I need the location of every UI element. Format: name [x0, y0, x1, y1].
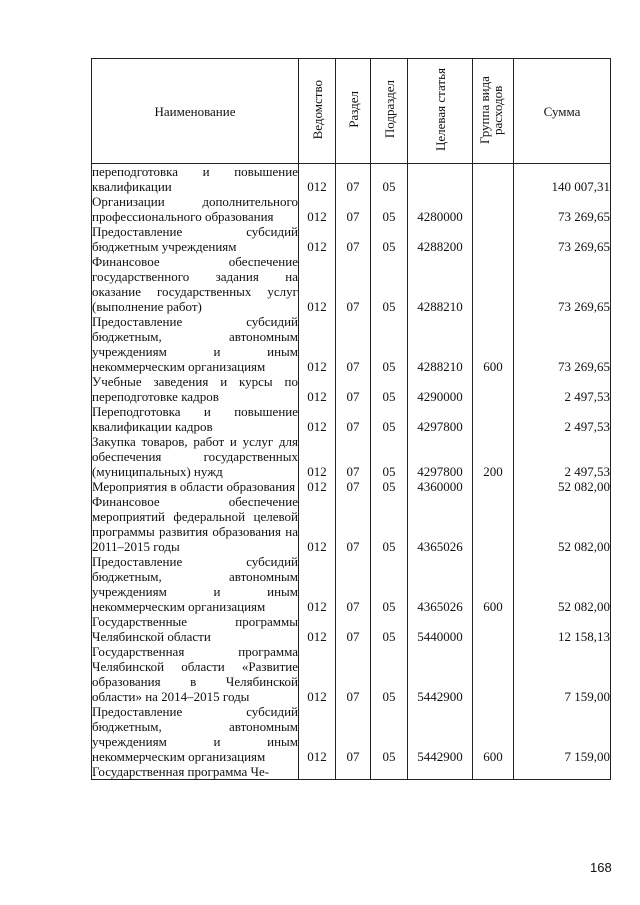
row-gruppa	[473, 764, 514, 780]
row-vedomstvo: 012	[299, 254, 336, 314]
row-summa: 52 082,00	[514, 494, 611, 554]
row-gruppa: 600	[473, 314, 514, 374]
row-vedomstvo: 012	[299, 494, 336, 554]
row-gruppa	[473, 254, 514, 314]
table-row	[92, 644, 611, 704]
row-gruppa	[473, 479, 514, 494]
row-podrazdel	[371, 764, 408, 780]
header-razdel: Раздел	[336, 59, 371, 164]
row-vedomstvo: 012	[299, 644, 336, 704]
row-name: Предоставление субсидий бюджетным, автономным учреждениям и иным некоммерческим организациям	[92, 704, 298, 764]
row-gruppa	[473, 404, 514, 434]
row-vedomstvo: 012	[299, 404, 336, 434]
row-celevaya-statya: 5440000	[408, 614, 473, 644]
row-summa: 2 497,53	[514, 404, 611, 434]
row-vedomstvo: 012	[299, 704, 336, 764]
row-name: переподготовка и повышение квалификации	[92, 164, 298, 194]
row-celevaya-statya: 4360000	[408, 479, 473, 494]
row-vedomstvo: 012	[299, 314, 336, 374]
row-name: Организации дополнительного профессионального образования	[92, 194, 298, 224]
table-row	[92, 254, 611, 314]
row-vedomstvo: 012	[299, 194, 336, 224]
row-gruppa	[473, 494, 514, 554]
row-name: Учебные заведения и курсы по переподготовке кадров	[92, 374, 298, 404]
row-razdel: 07	[336, 479, 371, 494]
row-podrazdel: 05	[371, 164, 408, 195]
row-podrazdel: 05	[371, 314, 408, 374]
table-row	[92, 374, 611, 404]
header-vedomstvo: Ведомство	[299, 59, 336, 164]
row-podrazdel: 05	[371, 644, 408, 704]
row-razdel: 07	[336, 704, 371, 764]
row-name: Финансовое обеспечение государственного задания на оказание государственных услуг (выполнение работ)	[92, 254, 298, 314]
row-gruppa	[473, 224, 514, 254]
header-podrazdel: Подраздел	[371, 59, 408, 164]
row-celevaya-statya: 4290000	[408, 374, 473, 404]
row-gruppa: 600	[473, 704, 514, 764]
header-gruppa-vida-rashodov: Группа вида расходов	[473, 59, 514, 164]
table-row	[92, 314, 611, 374]
row-razdel: 07	[336, 254, 371, 314]
row-summa: 140 007,31	[514, 164, 611, 195]
row-summa: 73 269,65	[514, 224, 611, 254]
row-celevaya-statya: 4297800	[408, 404, 473, 434]
row-name: Государственная программа Че-	[92, 764, 299, 780]
row-razdel	[336, 764, 371, 780]
row-summa: 73 269,65	[514, 254, 611, 314]
row-celevaya-statya: 4365026	[408, 494, 473, 554]
row-podrazdel: 05	[371, 704, 408, 764]
row-razdel: 07	[336, 644, 371, 704]
row-celevaya-statya	[408, 164, 473, 195]
row-gruppa	[473, 164, 514, 195]
row-razdel: 07	[336, 434, 371, 479]
row-summa: 2 497,53	[514, 374, 611, 404]
table-row	[92, 614, 611, 644]
header-name: Наименование	[92, 59, 299, 164]
row-name: Предоставление субсидий бюджетным, автономным учреждениям и иным некоммерческим организациям	[92, 314, 298, 374]
row-summa: 52 082,00	[514, 479, 611, 494]
row-summa: 12 158,13	[514, 614, 611, 644]
table-row	[92, 554, 611, 614]
row-vedomstvo: 012	[299, 374, 336, 404]
row-summa: 7 159,00	[514, 704, 611, 764]
table-row	[92, 164, 611, 195]
row-vedomstvo: 012	[299, 434, 336, 479]
row-summa: 2 497,53	[514, 434, 611, 479]
header-celevaya-statya: Целевая статья	[408, 59, 473, 164]
row-vedomstvo: 012	[299, 164, 336, 195]
row-summa: 73 269,65	[514, 194, 611, 224]
row-razdel: 07	[336, 194, 371, 224]
table-header-row	[92, 59, 611, 164]
row-razdel: 07	[336, 224, 371, 254]
row-vedomstvo: 012	[299, 554, 336, 614]
row-razdel: 07	[336, 494, 371, 554]
row-podrazdel: 05	[371, 224, 408, 254]
row-podrazdel: 05	[371, 254, 408, 314]
row-celevaya-statya	[408, 764, 473, 780]
row-celevaya-statya: 4288210	[408, 314, 473, 374]
row-name: Предоставление субсидий бюджетным учреждениям	[92, 224, 298, 254]
row-summa: 73 269,65	[514, 314, 611, 374]
table-row	[92, 404, 611, 434]
row-celevaya-statya: 4288210	[408, 254, 473, 314]
row-razdel: 07	[336, 614, 371, 644]
row-summa: 7 159,00	[514, 644, 611, 704]
row-celevaya-statya: 4280000	[408, 194, 473, 224]
row-name: Закупка товаров, работ и услуг для обеспечения государственных (муниципальных) нужд	[92, 434, 298, 479]
row-name: Мероприятия в области образования	[92, 479, 299, 494]
row-razdel: 07	[336, 554, 371, 614]
table-row	[92, 434, 611, 479]
row-podrazdel: 05	[371, 614, 408, 644]
row-razdel: 07	[336, 164, 371, 195]
page-number: 168	[590, 860, 612, 875]
table-row	[92, 494, 611, 554]
row-celevaya-statya: 5442900	[408, 704, 473, 764]
row-name: Переподготовка и повышение квалификации кадров	[92, 404, 298, 434]
row-podrazdel: 05	[371, 434, 408, 479]
row-summa: 52 082,00	[514, 554, 611, 614]
row-razdel: 07	[336, 404, 371, 434]
row-celevaya-statya: 4288200	[408, 224, 473, 254]
row-name: Государственная программа Челябинской области «Развитие образования в Челябинской области» на 2014–2015 годы	[92, 644, 298, 704]
row-celevaya-statya: 5442900	[408, 644, 473, 704]
row-podrazdel: 05	[371, 404, 408, 434]
row-podrazdel: 05	[371, 494, 408, 554]
header-summa: Сумма	[514, 59, 611, 164]
table-row	[92, 194, 611, 224]
row-podrazdel: 05	[371, 374, 408, 404]
row-razdel: 07	[336, 314, 371, 374]
row-vedomstvo	[299, 764, 336, 780]
row-gruppa: 600	[473, 554, 514, 614]
row-vedomstvo: 012	[299, 224, 336, 254]
budget-table	[91, 58, 611, 780]
row-gruppa	[473, 374, 514, 404]
table-row	[92, 704, 611, 764]
row-vedomstvo: 012	[299, 614, 336, 644]
row-summa	[514, 764, 611, 780]
row-vedomstvo: 012	[299, 479, 336, 494]
row-name: Финансовое обеспечение мероприятий федеральной целевой программы развития образования на 2011–2015 годы	[92, 494, 298, 554]
row-name: Предоставление субсидий бюджетным, автономным учреждениям и иным некоммерческим организациям	[92, 554, 298, 614]
row-celevaya-statya: 4297800	[408, 434, 473, 479]
row-gruppa	[473, 614, 514, 644]
table-row	[92, 479, 611, 494]
row-name: Государственные программы Челябинской области	[92, 614, 298, 644]
row-podrazdel: 05	[371, 479, 408, 494]
table-row	[92, 764, 611, 780]
row-gruppa: 200	[473, 434, 514, 479]
row-gruppa	[473, 644, 514, 704]
table-row	[92, 224, 611, 254]
row-gruppa	[473, 194, 514, 224]
row-celevaya-statya: 4365026	[408, 554, 473, 614]
row-podrazdel: 05	[371, 554, 408, 614]
row-razdel: 07	[336, 374, 371, 404]
row-podrazdel: 05	[371, 194, 408, 224]
